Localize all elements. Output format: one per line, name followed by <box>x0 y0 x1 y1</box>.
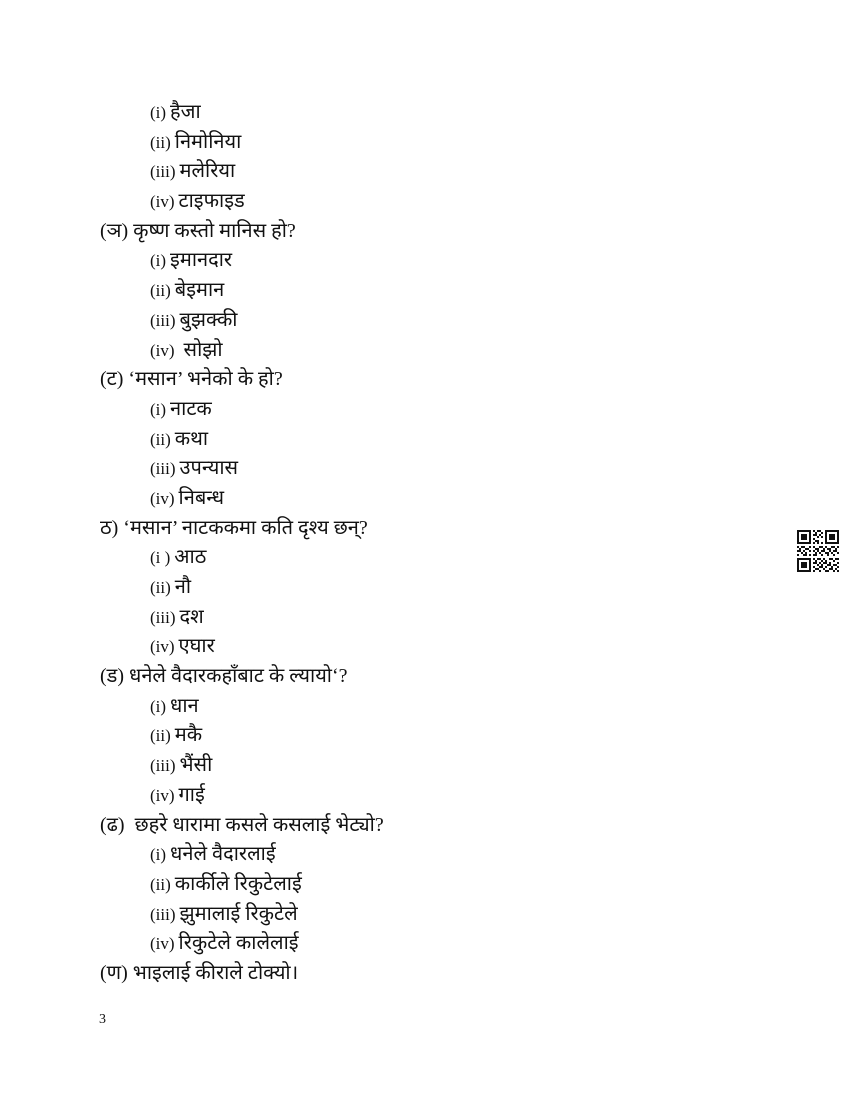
option-text: नौ <box>174 576 192 598</box>
question-label: (ढ) <box>100 813 125 836</box>
option-item <box>100 425 760 455</box>
option-item <box>100 336 760 366</box>
option-text: दश <box>179 605 204 628</box>
option-text: निबन्ध <box>178 486 225 509</box>
option-number: (i) <box>150 103 167 122</box>
option-number: (iv) <box>150 340 175 360</box>
option-text: इमानदार <box>170 249 233 272</box>
option-text: उपन्यास <box>179 457 239 480</box>
option-text: आठ <box>174 546 207 569</box>
option-text: बुझक्की <box>179 308 238 331</box>
option-text: टाइफाइड <box>178 190 245 213</box>
option-item <box>100 246 760 276</box>
option-item <box>100 454 760 484</box>
option-text: हैजा <box>170 101 201 123</box>
option-item <box>100 157 760 187</box>
option-number: (iv) <box>150 934 175 954</box>
option-number: (iv) <box>150 488 175 508</box>
option-item <box>100 276 760 306</box>
option-item <box>100 632 760 662</box>
option-number: (i) <box>150 399 167 419</box>
option-text: बेइमान <box>174 279 225 302</box>
option-number: (iii) <box>150 310 176 330</box>
question-body: ‘मसान’ नाटककमा कति दृश्य छन्? <box>123 516 368 539</box>
option-number: (ii) <box>150 726 171 746</box>
question-label: (ड) <box>100 665 125 688</box>
question-label: (ण) <box>100 961 128 984</box>
option-number: (iv) <box>150 637 175 657</box>
question-body: भाइलाई कीराले टोक्यो। <box>132 961 299 984</box>
option-text: कथा <box>174 427 209 450</box>
option-item <box>100 840 760 870</box>
option-item <box>100 900 760 930</box>
question-label: (ट) <box>100 368 124 391</box>
option-number: (iv) <box>150 785 175 805</box>
option-item <box>100 603 760 633</box>
option-number: (iv) <box>150 192 175 212</box>
option-number: (ii) <box>150 281 171 301</box>
question-text <box>100 365 760 395</box>
question-text <box>100 662 760 692</box>
option-number: (ii) <box>150 578 171 597</box>
option-item <box>100 187 760 217</box>
question-body: कृष्ण कस्तो मानिस हो? <box>133 219 296 242</box>
option-text: कार्कीले रिकुटेलाई <box>174 872 302 895</box>
question-label: (ञ) <box>100 219 129 242</box>
option-text: मलेरिया <box>179 160 236 183</box>
option-text: झुमालाई रिकुटेले <box>179 902 298 925</box>
option-item <box>100 395 760 425</box>
option-text: गाई <box>178 783 205 806</box>
option-text: एघार <box>178 635 215 658</box>
option-text: निमोनिया <box>174 130 242 153</box>
option-number: (iii) <box>150 904 176 924</box>
question-list <box>100 98 760 989</box>
page-number: 3 <box>99 1012 106 1027</box>
option-item <box>100 98 760 128</box>
option-number: (i ) <box>150 548 171 568</box>
option-text: धनेले वैदारलाई <box>170 843 276 866</box>
option-item <box>100 929 760 959</box>
option-item <box>100 721 760 751</box>
question-text <box>100 217 760 247</box>
option-item <box>100 870 760 900</box>
option-item <box>100 306 760 336</box>
option-number: (i) <box>150 845 167 865</box>
qr-code-icon <box>797 530 839 572</box>
option-number: (iii) <box>150 607 176 627</box>
question-label: ठ) <box>100 516 119 539</box>
option-item <box>100 128 760 158</box>
option-text: भैंसी <box>179 754 213 777</box>
option-item <box>100 781 760 811</box>
option-number: (i) <box>150 251 167 271</box>
option-number: (i) <box>150 696 167 716</box>
question-body: छहरे धारामा कसले कसलाई भेट्यो? <box>129 813 384 836</box>
option-text: नाटक <box>170 397 212 420</box>
question-text <box>100 811 760 841</box>
option-item <box>100 573 760 603</box>
option-item <box>100 692 760 722</box>
option-number: (ii) <box>150 132 171 152</box>
question-body: धनेले वैदारकहाँबाट के ल्यायो‘? <box>129 665 348 688</box>
option-number: (iii) <box>150 459 176 479</box>
option-number: (ii) <box>150 429 171 449</box>
option-number: (ii) <box>150 874 171 894</box>
question-text <box>100 959 760 989</box>
option-text: धान <box>170 694 199 717</box>
option-number: (iii) <box>150 162 176 182</box>
option-text: सोझो <box>178 338 223 361</box>
option-item <box>100 484 760 514</box>
option-item <box>100 543 760 573</box>
option-item <box>100 751 760 781</box>
option-number: (iii) <box>150 756 176 776</box>
question-body: ‘मसान’ भनेको के हो? <box>128 368 283 391</box>
question-text <box>100 514 760 544</box>
option-text: रिकुटेले कालेलाई <box>178 932 299 955</box>
option-text: मकै <box>174 724 203 747</box>
